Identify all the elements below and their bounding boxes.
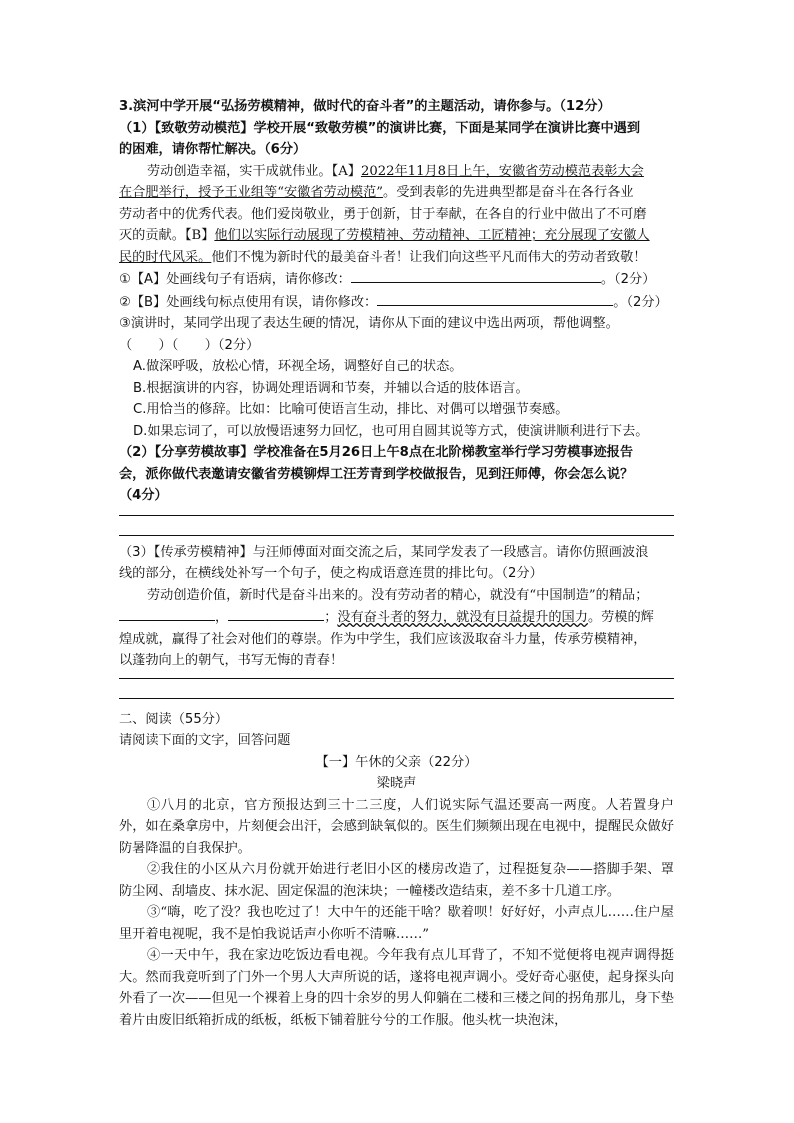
reading-instruction: 请阅读下面的文字，回答问题 [119,733,291,748]
article-title: 【一】午休的父亲（22分） [315,754,478,770]
wavy-sentence: 没有奋斗者的努力，就没有日益提升的国力 [337,610,588,625]
q3-title: 3.滨河中学开展“弘扬劳模精神，做时代的奋斗者”的主题活动，请你参与。（12分） [119,99,611,114]
answer-line-3[interactable] [119,678,674,679]
answer-line-4[interactable] [119,698,674,699]
option-c: C.用恰当的修辞。比如：比喻可使语言生动，排比、对偶可以增强节奏感。 [133,402,569,417]
speech-line-1 [119,161,674,183]
speech-line5-b: 他们不愧为新时代的最美奋斗者！让我们向这些平凡而伟大的劳动者致敬！ [211,249,647,265]
article-paragraph-2: ②我住的小区从六月份就开始进行老旧小区的楼房改造了，过程挺复杂——搭脚手架、罩防尘网、刮墙皮、抹水泥、固定保温的泡沫块；一幢楼改造结束，差不多十几道工序。 [119,862,674,899]
answer-b-blank[interactable] [377,291,613,306]
q3-sub3-line2: 线的部分，在横线处补写一个句子，使之构成语意连贯的排比句。（2分） [119,566,543,581]
speech-sentence-b-part2: 民的时代风采。 [119,249,212,265]
speech-sentence-a-part1: 2022年11月8日上午，安徽省劳动模范表彰大会 [360,163,644,179]
speech-line2-b: 。受到表彰的先进典型都是奋斗在各行各业 [383,185,634,200]
sub3-text-1: 劳动创造价值，新时代是奋斗出来的。没有劳动者的精心，就没有“中国制造”的精品； [147,587,649,603]
question-b-score: 。（2分） [613,294,668,310]
speech-line-4 [119,225,674,247]
article-paragraph-3: ③“嗨，吃了没？我也吃过了！大中午的还能干啥？歇着呗！好好好，小声点儿……住户屋里开着电视呢，我不是怕我说话声小你听不清嘛……” [119,905,674,942]
answer-line-1[interactable] [119,515,674,516]
section-title: 二、阅读（55分） [119,711,229,727]
question-a-score: 。（2分） [600,272,656,287]
article-author: 梁晓声 [376,776,417,791]
sub3-text-3: 煌成就，赢得了社会对他们的尊崇。作为中学生，我们应该汲取奋斗力量，传承劳模精神， [119,631,647,647]
speech-line-3: 劳动者中的优秀代表。他们爱岗敬业，勇于创新，甘于奉献，在各自的行业中做出了不可磨 [119,206,647,222]
q3-sub2-line2: 会，派你做代表邀请安徽省劳模铆焊工汪芳青到学校做报告，见到汪师傅，你会怎么说？ [119,466,634,482]
speech-line-2 [119,182,674,204]
article-paragraph-1: ①八月的北京，官方预报达到三十二三度，人们说实际气温还要高一两度。人若置身户外，如在桑拿房中，片刻便会出汗，会感到缺氧似的。医生们频频出现在电视中，提醒民众做好防暑降温的自我保护。 [119,797,674,856]
fill-sep-2: ； [324,610,338,625]
q3-sub1-line1: （1）【致敬劳动模范】学校开展“致敬劳模”的演讲比赛，下面是某同学在演讲比赛中遇到 [119,120,641,136]
sub3-text-2-tail: 。劳模的辉 [587,610,654,625]
speech-sentence-a-part2: 在合肥举行，授予王业组等“安徽省劳动模范” [119,185,384,200]
answer-line-2[interactable] [119,535,674,536]
question-a-label: ①【A】处画线句子有语病，请你修改： [119,272,351,287]
speech-sentence-b-part1: 他们以实际行动展现了劳模精神、劳动精神、工匠精神；充分展现了安徽人 [214,228,650,243]
speech-line1-a: 劳动创造幸福，实干成就伟业。【A】 [147,163,361,179]
exam-page [119,96,674,1031]
speech-line4-a: 灭的贡献。【B】 [119,228,215,243]
sub3-text-4: 以蓬勃向上的朝气，书写无悔的青春！ [119,653,344,668]
speech-line-5 [119,247,674,269]
q3-sub1-line2: 的困难，请你帮忙解决。（6分） [119,142,307,157]
article-paragraph-4: ④一天中午，我在家边吃饭边看电视。今年我有点儿耳背了，不知不觉便将电视声调得挺大。然而我竟听到了门外一个男人大声所说的话，遂将电视声调小。受好奇心驱使，起身探头向外看了一次——但见一个裸着上身的四十余岁的男人仰躺在二楼和三楼之间的拐角那儿，身下垫着片由废旧纸箱折成的纸板，纸板下铺着脏兮兮的工作服。他头枕一块泡沫， [119,948,674,1028]
q3-sub2-line3: （4分） [119,488,168,503]
sub3-text-2 [119,606,674,629]
question-b [119,291,674,314]
fill-blank-1[interactable] [119,606,215,621]
question-c-choice[interactable]: （ ）（ ）（2分） [119,337,260,353]
question-c: ③演讲时，某同学出现了表达生硬的情况，请你从下面的建议中选出两项，帮他调整。 [119,316,619,331]
option-b: B.根据演讲的内容，协调处理语调和节奏，并辅以合适的肢体语言。 [133,380,529,396]
question-a [119,268,674,291]
option-a: A.做深呼吸，放松心情，环视全场，调整好自己的状态。 [133,359,463,374]
q3-sub3-line1: （3）【传承劳模精神】与汪师傅面对面交流之后，某同学发表了一段感言。请你仿照画波浪 [119,544,649,560]
question-b-label: ②【B】处画线句标点使用有误，请你修改： [119,294,378,310]
fill-sep-1: ， [215,610,229,625]
fill-blank-2[interactable] [228,606,324,621]
answer-a-blank[interactable] [351,268,601,283]
option-d: D.如果忘词了，可以放慢语速努力回忆，也可用自圆其说等方式，使演讲顺利进行下去。 [133,423,649,439]
q3-sub2-line1: （2）【分享劳模故事】学校准备在5月26日上午8点在北阶梯教室举行学习劳模事迹报告 [119,445,634,460]
